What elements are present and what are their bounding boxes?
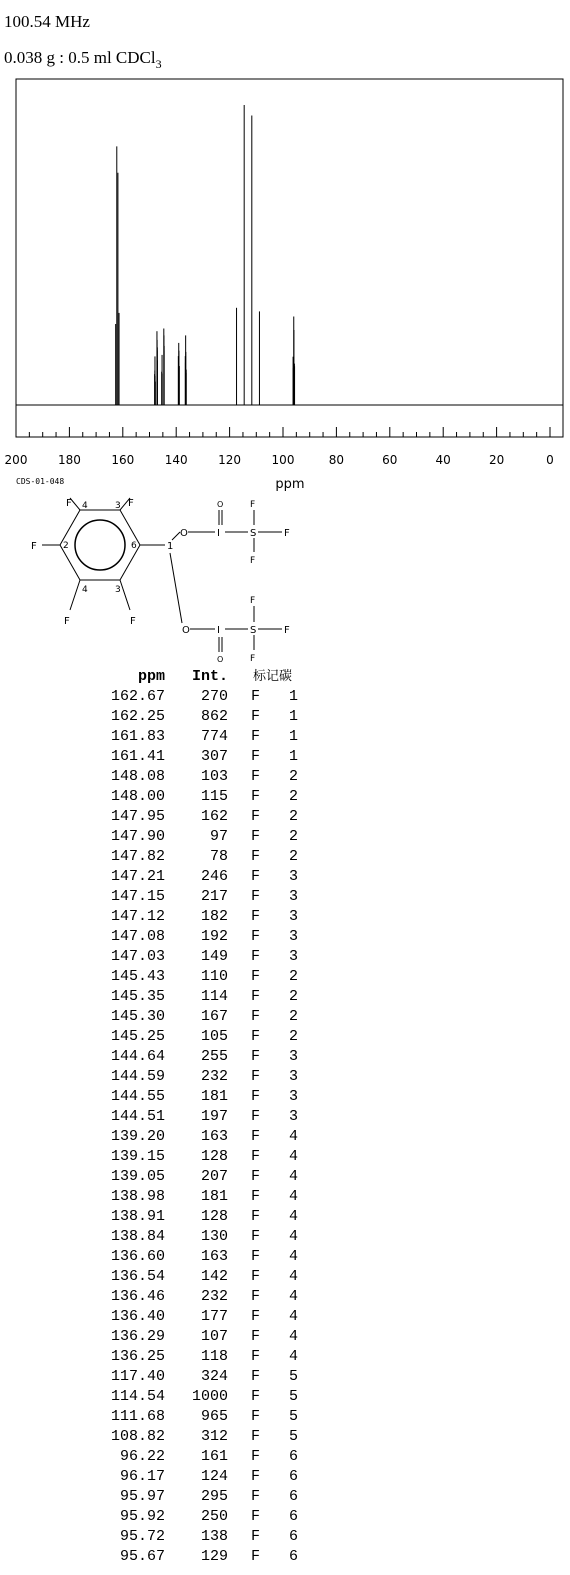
cell-ppm: 136.29 bbox=[110, 1328, 165, 1345]
table-row bbox=[80, 907, 298, 927]
table-row bbox=[80, 1187, 298, 1207]
cell-ppm: 144.59 bbox=[110, 1068, 165, 1085]
cell-atom: F bbox=[250, 1048, 260, 1065]
cell-ppm: 139.15 bbox=[110, 1148, 165, 1165]
cell-atom: F bbox=[250, 1268, 260, 1285]
cell-atom: F bbox=[250, 748, 260, 765]
cell-intensity: 324 bbox=[200, 1368, 228, 1385]
cell-ppm: 144.51 bbox=[110, 1108, 165, 1125]
cell-carbon: 4 bbox=[288, 1128, 298, 1145]
cell-intensity: 162 bbox=[200, 808, 228, 825]
cell-intensity: 774 bbox=[200, 728, 228, 745]
cell-ppm: 117.40 bbox=[110, 1368, 165, 1385]
cell-atom: F bbox=[250, 1308, 260, 1325]
cell-ppm: 138.91 bbox=[110, 1208, 165, 1225]
cell-ppm: 136.46 bbox=[110, 1288, 165, 1305]
cell-ppm: 136.54 bbox=[110, 1268, 165, 1285]
table-row bbox=[80, 1047, 298, 1067]
cell-intensity: 161 bbox=[200, 1448, 228, 1465]
bond bbox=[172, 532, 180, 540]
cell-carbon: 5 bbox=[288, 1388, 298, 1405]
x-tick-label: 140 bbox=[164, 453, 188, 467]
cell-intensity: 129 bbox=[200, 1548, 228, 1565]
chemical-structure bbox=[20, 490, 320, 670]
cell-intensity: 232 bbox=[200, 1068, 228, 1085]
cell-carbon: 4 bbox=[288, 1268, 298, 1285]
cell-carbon: 1 bbox=[288, 688, 298, 705]
atom-f: F bbox=[128, 498, 134, 509]
bond bbox=[120, 580, 130, 610]
cell-atom: F bbox=[250, 1248, 260, 1265]
cell-ppm: 108.82 bbox=[110, 1428, 165, 1445]
cell-atom: F bbox=[250, 1128, 260, 1145]
cell-intensity: 118 bbox=[200, 1348, 228, 1365]
table-row bbox=[80, 1107, 298, 1127]
bond bbox=[170, 553, 182, 623]
cell-carbon: 5 bbox=[288, 1408, 298, 1425]
cell-ppm: 96.22 bbox=[119, 1448, 165, 1465]
cell-atom: F bbox=[250, 1528, 260, 1545]
cell-carbon: 6 bbox=[288, 1548, 298, 1565]
cell-atom: F bbox=[250, 1068, 260, 1085]
cell-intensity: 149 bbox=[200, 948, 228, 965]
cell-atom: F bbox=[250, 848, 260, 865]
table-row bbox=[80, 1167, 298, 1187]
cell-intensity: 110 bbox=[200, 968, 228, 985]
aromatic-circle bbox=[75, 520, 125, 570]
x-tick-label: 100 bbox=[271, 453, 295, 467]
table-row bbox=[80, 1307, 298, 1327]
cell-ppm: 144.55 bbox=[110, 1088, 165, 1105]
table-row bbox=[80, 1227, 298, 1247]
atom-i: I bbox=[217, 528, 220, 539]
table-row bbox=[80, 1327, 298, 1347]
atom-f: F bbox=[284, 528, 290, 539]
table-row bbox=[80, 1367, 298, 1387]
position-label-4: 4 bbox=[82, 585, 88, 595]
cell-atom: F bbox=[250, 1188, 260, 1205]
x-tick-label: 160 bbox=[111, 453, 135, 467]
table-row bbox=[80, 987, 298, 1007]
cell-carbon: 6 bbox=[288, 1508, 298, 1525]
cell-intensity: 312 bbox=[200, 1428, 228, 1445]
table-row bbox=[80, 1127, 298, 1147]
cell-atom: F bbox=[250, 1328, 260, 1345]
table-row bbox=[80, 887, 298, 907]
cell-ppm: 147.82 bbox=[110, 848, 165, 865]
cell-carbon: 4 bbox=[288, 1188, 298, 1205]
atom-i: I bbox=[217, 625, 220, 636]
cell-intensity: 270 bbox=[200, 688, 228, 705]
cell-carbon: 3 bbox=[288, 948, 298, 965]
spectrum-code: CDS-01-048 bbox=[16, 477, 65, 486]
cell-intensity: 232 bbox=[200, 1288, 228, 1305]
table-row bbox=[80, 867, 298, 887]
column-header-intensity: Int. bbox=[191, 668, 228, 685]
cell-atom: F bbox=[250, 688, 260, 705]
cell-atom: F bbox=[250, 1088, 260, 1105]
cell-carbon: 1 bbox=[288, 748, 298, 765]
table-header-row bbox=[80, 667, 298, 687]
table-row bbox=[80, 1427, 298, 1447]
cell-atom: F bbox=[250, 788, 260, 805]
cell-intensity: 130 bbox=[200, 1228, 228, 1245]
position-label-4: 4 bbox=[82, 501, 88, 511]
atom-f: F bbox=[66, 498, 72, 509]
cell-atom: F bbox=[250, 728, 260, 745]
x-axis-label: ppm bbox=[275, 477, 305, 492]
cell-atom: F bbox=[250, 1468, 260, 1485]
cell-carbon: 2 bbox=[288, 768, 298, 785]
cell-atom: F bbox=[250, 1428, 260, 1445]
table-row bbox=[80, 1487, 298, 1507]
atom-o: O bbox=[217, 500, 224, 509]
cell-carbon: 2 bbox=[288, 988, 298, 1005]
column-header-ppm: ppm bbox=[137, 668, 165, 685]
table-row bbox=[80, 947, 298, 967]
cell-atom: F bbox=[250, 988, 260, 1005]
cell-ppm: 95.72 bbox=[119, 1528, 165, 1545]
bond bbox=[60, 510, 80, 545]
cell-intensity: 128 bbox=[200, 1148, 228, 1165]
table-row bbox=[80, 827, 298, 847]
x-tick-label: 180 bbox=[57, 453, 81, 467]
cell-ppm: 136.25 bbox=[110, 1348, 165, 1365]
cell-carbon: 2 bbox=[288, 1008, 298, 1025]
cell-carbon: 3 bbox=[288, 1048, 298, 1065]
cell-carbon: 4 bbox=[288, 1288, 298, 1305]
atom-f: F bbox=[250, 654, 256, 664]
cell-carbon: 4 bbox=[288, 1328, 298, 1345]
table-row bbox=[80, 1287, 298, 1307]
cell-ppm: 111.68 bbox=[110, 1408, 165, 1425]
sample-text: 0.038 g : 0.5 ml CDCl bbox=[4, 48, 156, 67]
cell-intensity: 103 bbox=[200, 768, 228, 785]
cell-ppm: 162.25 bbox=[110, 708, 165, 725]
table-row bbox=[80, 927, 298, 947]
cell-atom: F bbox=[250, 908, 260, 925]
cell-atom: F bbox=[250, 1348, 260, 1365]
cell-carbon: 5 bbox=[288, 1368, 298, 1385]
cell-intensity: 181 bbox=[200, 1088, 228, 1105]
cell-ppm: 161.83 bbox=[110, 728, 165, 745]
cell-ppm: 145.30 bbox=[110, 1008, 165, 1025]
cell-intensity: 862 bbox=[200, 708, 228, 725]
cell-intensity: 138 bbox=[200, 1528, 228, 1545]
cell-ppm: 139.05 bbox=[110, 1168, 165, 1185]
bond bbox=[120, 510, 140, 545]
cell-intensity: 78 bbox=[209, 848, 228, 865]
cell-ppm: 148.00 bbox=[110, 788, 165, 805]
cell-atom: F bbox=[250, 1228, 260, 1245]
atom-s: S bbox=[250, 625, 257, 636]
table-row bbox=[80, 1407, 298, 1427]
atom-f: F bbox=[250, 596, 256, 606]
cell-carbon: 4 bbox=[288, 1248, 298, 1265]
cell-ppm: 147.90 bbox=[110, 828, 165, 845]
table-row bbox=[80, 787, 298, 807]
cell-atom: F bbox=[250, 828, 260, 845]
atom-f: F bbox=[250, 556, 256, 566]
cell-ppm: 138.98 bbox=[110, 1188, 165, 1205]
x-tick-label: 40 bbox=[435, 453, 451, 467]
atom-f: F bbox=[31, 541, 37, 552]
cell-ppm: 96.17 bbox=[119, 1468, 165, 1485]
cell-atom: F bbox=[250, 928, 260, 945]
spectrometer-frequency: 100.54 MHz bbox=[4, 12, 90, 31]
cell-atom: F bbox=[250, 1408, 260, 1425]
bond bbox=[70, 580, 80, 610]
cell-ppm: 145.43 bbox=[110, 968, 165, 985]
table-row bbox=[80, 1267, 298, 1287]
cell-carbon: 3 bbox=[288, 1088, 298, 1105]
cell-intensity: 128 bbox=[200, 1208, 228, 1225]
atom-o: O bbox=[182, 625, 190, 636]
cell-atom: F bbox=[250, 1148, 260, 1165]
cell-carbon: 4 bbox=[288, 1348, 298, 1365]
cell-atom: F bbox=[250, 1008, 260, 1025]
x-tick-label: 20 bbox=[488, 453, 505, 467]
x-tick-label: 60 bbox=[382, 453, 398, 467]
atom-f: F bbox=[284, 625, 290, 636]
cell-carbon: 1 bbox=[288, 728, 298, 745]
plot-frame bbox=[16, 79, 563, 437]
cell-carbon: 3 bbox=[288, 868, 298, 885]
table-row bbox=[80, 1347, 298, 1367]
cell-carbon: 3 bbox=[288, 888, 298, 905]
cell-carbon: 6 bbox=[288, 1448, 298, 1465]
x-tick-label: 0 bbox=[546, 453, 554, 467]
table-row bbox=[80, 1467, 298, 1487]
table-row bbox=[80, 1027, 298, 1047]
atom-o: O bbox=[217, 655, 224, 664]
table-row bbox=[80, 747, 298, 767]
cell-carbon: 3 bbox=[288, 928, 298, 945]
cell-intensity: 181 bbox=[200, 1188, 228, 1205]
sample-subscript: 3 bbox=[155, 57, 162, 71]
position-label-1: 1 bbox=[167, 541, 174, 552]
table-row bbox=[80, 727, 298, 747]
cell-ppm: 161.41 bbox=[110, 748, 165, 765]
cell-carbon: 4 bbox=[288, 1208, 298, 1225]
cell-ppm: 147.03 bbox=[110, 948, 165, 965]
table-row bbox=[80, 1007, 298, 1027]
cell-atom: F bbox=[250, 1168, 260, 1185]
peak-table bbox=[80, 667, 298, 1567]
cell-carbon: 2 bbox=[288, 848, 298, 865]
table-row bbox=[80, 687, 298, 707]
cell-carbon: 4 bbox=[288, 1148, 298, 1165]
cell-ppm: 147.95 bbox=[110, 808, 165, 825]
cell-ppm: 147.08 bbox=[110, 928, 165, 945]
position-label-3: 3 bbox=[115, 585, 121, 595]
cell-intensity: 167 bbox=[200, 1008, 228, 1025]
x-tick-label: 200 bbox=[4, 453, 28, 467]
cell-intensity: 124 bbox=[200, 1468, 228, 1485]
atom-f: F bbox=[250, 500, 256, 510]
table-row bbox=[80, 1067, 298, 1087]
bond bbox=[120, 545, 140, 580]
table-row bbox=[80, 1087, 298, 1107]
cell-carbon: 1 bbox=[288, 708, 298, 725]
cell-atom: F bbox=[250, 888, 260, 905]
cell-intensity: 182 bbox=[200, 908, 228, 925]
sample-description bbox=[4, 48, 162, 72]
cell-ppm: 147.12 bbox=[110, 908, 165, 925]
cell-intensity: 115 bbox=[200, 788, 228, 805]
cell-atom: F bbox=[250, 1108, 260, 1125]
peak-series bbox=[116, 105, 295, 405]
cell-intensity: 307 bbox=[200, 748, 228, 765]
cell-ppm: 95.97 bbox=[119, 1488, 165, 1505]
table-row bbox=[80, 767, 298, 787]
table-row bbox=[80, 807, 298, 827]
table-row bbox=[80, 707, 298, 727]
cell-carbon: 2 bbox=[288, 828, 298, 845]
table-row bbox=[80, 1247, 298, 1267]
cell-atom: F bbox=[250, 1028, 260, 1045]
cell-intensity: 163 bbox=[200, 1128, 228, 1145]
cell-ppm: 145.25 bbox=[110, 1028, 165, 1045]
cell-intensity: 217 bbox=[200, 888, 228, 905]
cell-intensity: 163 bbox=[200, 1248, 228, 1265]
cell-carbon: 4 bbox=[288, 1228, 298, 1245]
x-tick-label: 120 bbox=[218, 453, 242, 467]
cell-atom: F bbox=[250, 1208, 260, 1225]
cell-ppm: 147.21 bbox=[110, 868, 165, 885]
cell-atom: F bbox=[250, 948, 260, 965]
cell-intensity: 295 bbox=[200, 1488, 228, 1505]
cell-intensity: 177 bbox=[200, 1308, 228, 1325]
cell-atom: F bbox=[250, 1288, 260, 1305]
cell-ppm: 95.67 bbox=[119, 1548, 165, 1565]
x-axis-ticks bbox=[5, 427, 554, 467]
table-row bbox=[80, 1387, 298, 1407]
table-row bbox=[80, 1547, 298, 1567]
position-label-2: 2 bbox=[63, 541, 69, 551]
cell-intensity: 105 bbox=[200, 1028, 228, 1045]
position-label-3: 3 bbox=[115, 501, 121, 511]
cell-intensity: 207 bbox=[200, 1168, 228, 1185]
cell-ppm: 144.64 bbox=[110, 1048, 165, 1065]
column-header-assignment: 标记碳 bbox=[252, 669, 292, 684]
position-label-6: 6 bbox=[131, 541, 137, 551]
cell-ppm: 136.40 bbox=[110, 1308, 165, 1325]
cell-carbon: 6 bbox=[288, 1528, 298, 1545]
cell-intensity: 197 bbox=[200, 1108, 228, 1125]
cell-carbon: 4 bbox=[288, 1168, 298, 1185]
cell-atom: F bbox=[250, 1488, 260, 1505]
atom-o: O bbox=[180, 528, 188, 539]
table-row bbox=[80, 1147, 298, 1167]
atom-f: F bbox=[64, 616, 70, 627]
cell-ppm: 136.60 bbox=[110, 1248, 165, 1265]
cell-atom: F bbox=[250, 768, 260, 785]
cell-atom: F bbox=[250, 968, 260, 985]
cell-carbon: 6 bbox=[288, 1488, 298, 1505]
table-row bbox=[80, 847, 298, 867]
cell-atom: F bbox=[250, 1388, 260, 1405]
cell-intensity: 142 bbox=[200, 1268, 228, 1285]
cell-ppm: 147.15 bbox=[110, 888, 165, 905]
cell-intensity: 107 bbox=[200, 1328, 228, 1345]
cell-intensity: 97 bbox=[209, 828, 228, 845]
cell-intensity: 250 bbox=[200, 1508, 228, 1525]
table-row bbox=[80, 1447, 298, 1467]
cell-ppm: 148.08 bbox=[110, 768, 165, 785]
cell-intensity: 114 bbox=[200, 988, 228, 1005]
cell-intensity: 192 bbox=[200, 928, 228, 945]
cell-atom: F bbox=[250, 868, 260, 885]
table-row bbox=[80, 1527, 298, 1547]
cell-ppm: 114.54 bbox=[110, 1388, 165, 1405]
cell-atom: F bbox=[250, 1508, 260, 1525]
cell-carbon: 3 bbox=[288, 908, 298, 925]
cell-ppm: 139.20 bbox=[110, 1128, 165, 1145]
atom-s: S bbox=[250, 528, 257, 539]
cell-carbon: 4 bbox=[288, 1308, 298, 1325]
cell-carbon: 2 bbox=[288, 1028, 298, 1045]
table-row bbox=[80, 1507, 298, 1527]
cell-ppm: 138.84 bbox=[110, 1228, 165, 1245]
cell-carbon: 6 bbox=[288, 1468, 298, 1485]
cell-atom: F bbox=[250, 1448, 260, 1465]
cell-carbon: 2 bbox=[288, 788, 298, 805]
cell-ppm: 145.35 bbox=[110, 988, 165, 1005]
cell-ppm: 95.92 bbox=[119, 1508, 165, 1525]
cell-intensity: 1000 bbox=[191, 1388, 228, 1405]
nmr-spectrum-chart bbox=[0, 70, 570, 495]
cell-intensity: 255 bbox=[200, 1048, 228, 1065]
cell-atom: F bbox=[250, 1368, 260, 1385]
cell-atom: F bbox=[250, 1548, 260, 1565]
cell-atom: F bbox=[250, 708, 260, 725]
cell-intensity: 965 bbox=[200, 1408, 228, 1425]
x-tick-label: 80 bbox=[328, 453, 345, 467]
cell-carbon: 3 bbox=[288, 1108, 298, 1125]
cell-carbon: 2 bbox=[288, 968, 298, 985]
atom-f: F bbox=[130, 616, 136, 627]
cell-carbon: 3 bbox=[288, 1068, 298, 1085]
cell-atom: F bbox=[250, 808, 260, 825]
table-row bbox=[80, 1207, 298, 1227]
table-row bbox=[80, 967, 298, 987]
cell-intensity: 246 bbox=[200, 868, 228, 885]
cell-carbon: 5 bbox=[288, 1428, 298, 1445]
cell-carbon: 2 bbox=[288, 808, 298, 825]
cell-ppm: 162.67 bbox=[110, 688, 165, 705]
